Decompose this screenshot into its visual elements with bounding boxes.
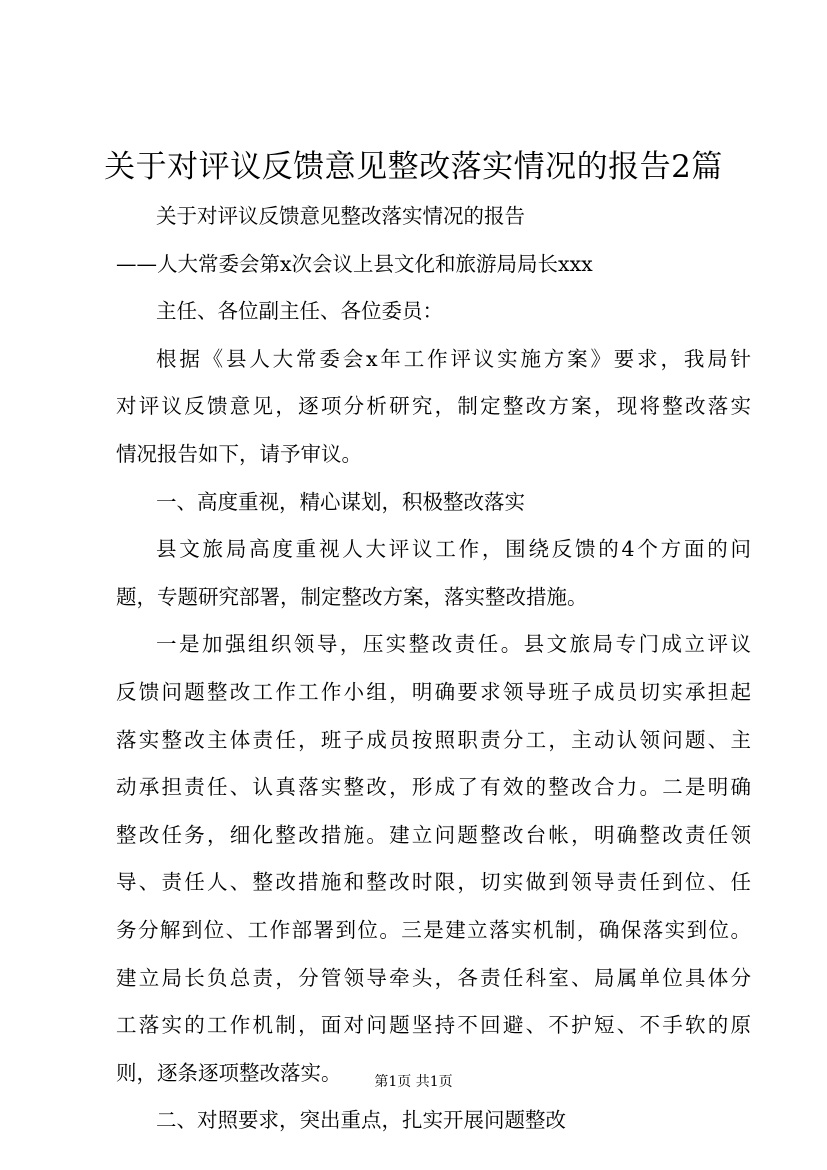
paragraph-line: 则，逐条逐项整改落实。 [116,1060,342,1085]
paragraph-line: 落实整改主体责任，班子成员按照职责分工，主动认领问题、主 [116,727,751,752]
paragraph-line: 题，专题研究部署，制定整改方案，落实整改措施。 [116,584,588,609]
salutation-line: 主任、各位副主任、各位委员： [156,299,443,324]
paragraph-line: 整改任务，细化整改措施。建立问题整改台帐，明确整改责任领 [116,822,751,847]
paragraph-line: 县文旅局高度重视人大评议工作，围绕反馈的4个方面的问 [156,537,751,562]
speaker-line: ——人大常委会第x次会议上县文化和旅游局局长xxx [116,251,593,276]
paragraph-line: 根据《县人大常委会x年工作评议实施方案》要求，我局针 [156,346,751,371]
paragraph-line: 建立局长负总责，分管领导牵头，各责任科室、局属单位具体分 [116,965,751,990]
paragraph-line: 动承担责任、认真落实整改，形成了有效的整改合力。二是明确 [116,775,751,800]
paragraph-line: 务分解到位、工作部署到位。三是建立落实机制，确保落实到位。 [116,917,751,942]
subtitle-line: 关于对评议反馈意见整改落实情况的报告 [156,204,525,228]
paragraph-line: 对评议反馈意见，逐项分析研究，制定整改方案，现将整改落实 [116,394,751,419]
page-footer: 第1页 共1页 [374,1074,453,1090]
paragraph-line: 导、责任人、整改措施和整改时限，切实做到领导责任到位、任 [116,870,751,895]
document-body [116,193,751,1145]
section-heading: 一、高度重视，精心谋划，积极整改落实 [156,489,525,514]
paragraph-line: 情况报告如下，请予审议。 [116,441,362,466]
paragraph-line: 工落实的工作机制，面对问题坚持不回避、不护短、不手软的原 [116,1013,751,1038]
paragraph-line: 一是加强组织领导，压实整改责任。县文旅局专门成立评议 [156,632,751,657]
section-heading: 二、对照要求，突出重点，扎实开展问题整改 [156,1108,566,1133]
document-title: 关于对评议反馈意见整改落实情况的报告2篇 [104,149,723,185]
paragraph-line: 反馈问题整改工作工作小组，明确要求领导班子成员切实承担起 [116,679,751,704]
